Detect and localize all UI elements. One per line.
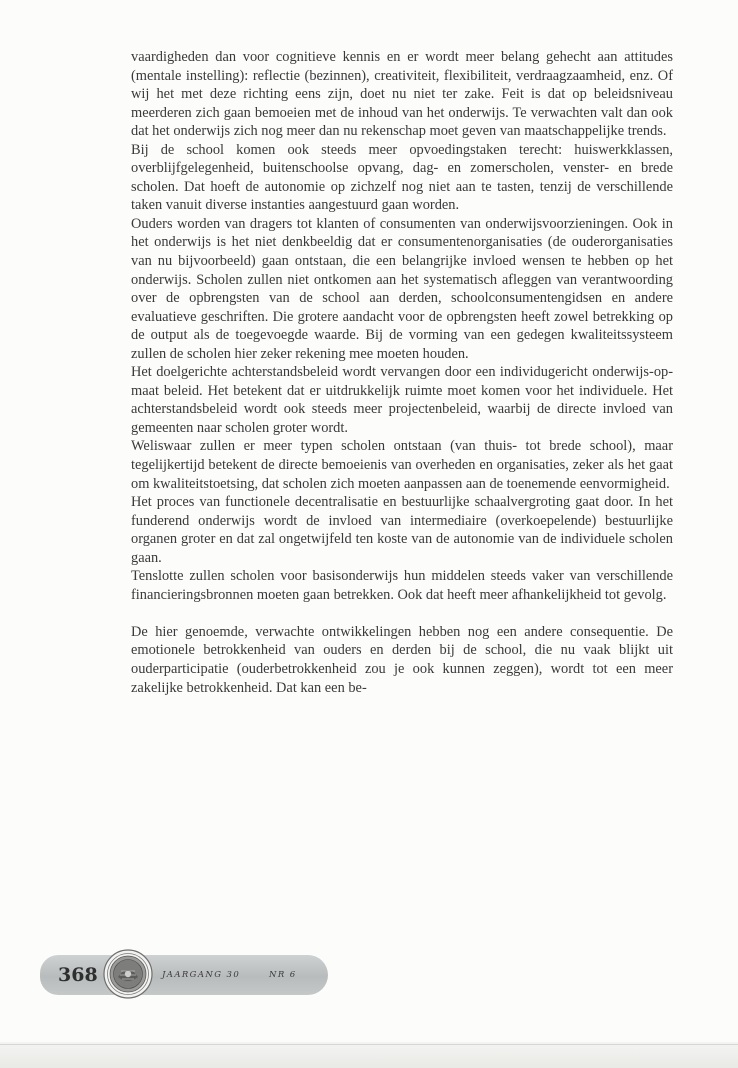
journal-volume: JAARGANG 30 xyxy=(162,970,241,980)
journal-seal-icon xyxy=(103,949,153,999)
paragraph: Weliswaar zullen er meer typen scholen ontstaan (van thuis- tot brede school), maar tegelijkertijd betekent de directe bemoeienis van overheden en organisaties, zeker als het gaat om kwaliteitstoetsing, dat scholen zich moeten aanpassen aan de toenemende eenvormigheid. xyxy=(131,438,673,492)
paragraph: Het proces van functionele decentralisatie en bestuurlijke schaalvergroting gaat door. In het funderend onderwijs wordt de invloed van intermediaire (overkoepelende) bestuurlijke organen groter en dat zal ongetwijfeld ten koste van de autonomie van de individuele scholen gaan. xyxy=(131,494,673,566)
paragraph: Ouders worden van dragers tot klanten of consumenten van onderwijsvoorzieningen. Ook in het onderwijs is het niet denkbeeldig dat er consumentenorganisaties (de ouderorganisaties van nu bijvoorbeeld) gaan ontstaan, die een belangrijke invloed wensen te hebben op het onderwijs. Scholen zullen niet ontkomen aan het systematisch afleggen van verantwoording over de opbrengsten van de school aan derden, schoolconsumentengidsen en andere evaluatieve geschriften. Die grotere aandacht voor de opbrengsten heeft zowel betrekking op de output als de toegevoegde waarde. Bij de vorming van een gedegen kwaliteitssysteem zullen de scholen hier zeker rekening mee moeten houden. xyxy=(131,215,673,362)
page-footer xyxy=(0,948,738,1008)
paragraph: Tenslotte zullen scholen voor basisonderwijs hun middelen steeds vaker van verschillende financieringsbronnen moeten gaan betrekken. Ook dat heeft meer afhankelijkheid tot gevolg. xyxy=(131,568,673,603)
scan-edge xyxy=(0,1042,738,1068)
journal-issue: NR 6 xyxy=(269,970,297,980)
divider xyxy=(0,1044,738,1045)
page-number: 368 xyxy=(58,964,98,986)
paragraph: vaardigheden dan voor cognitieve kennis en er wordt meer belang gehecht aan attitudes (mentale instelling): reflectie (bezinnen), creativiteit, flexibiliteit, verdraagzaamheid, enz. Of wij het met deze richting eens zijn, doet nu niet ter zake. Feit is dat op beleidsniveau meerderen zich gaan bemoeien met de inhoud van het onderwijs. Te verwachten valt dan ook dat het onderwijs zich nog meer dan nu rekenschap moet geven van maatschappelijke trends. xyxy=(131,49,673,140)
paragraph: De hier genoemde, verwachte ontwikkelingen hebben nog een andere consequentie. De emotionele betrokkenheid van ouders en derden bij de school, die nu vaak blijkt uit ouderparticipatie (ouderbetrokkenheid zou je ook kunnen zeggen), wordt tot een meer zakelijke betrokkenheid. Dat kan een be- xyxy=(131,623,673,696)
body-text xyxy=(131,48,673,697)
paragraph: Bij de school komen ook steeds meer opvoedingstaken terecht: huiswerkklassen, overblijfgelegenheid, buitenschoolse opvang, dag- en zomerscholen, venster- en brede scholen. Dat hoeft de autonomie op zichzelf nog niet aan te tasten, tenzij de verschillende taken vanuit diverse instanties aangestuurd gaan worden. xyxy=(131,141,673,214)
paragraph: Het doelgerichte achterstandsbeleid wordt vervangen door een individugericht onderwijs-op-maat beleid. Het betekent dat er uitdrukkelijk ruimte moet komen voor het individuele. Het achterstandsbeleid wordt ook steeds meer projectenbeleid, waarbij de directe invloed van gemeenten naar scholen groter wordt. xyxy=(131,364,673,436)
